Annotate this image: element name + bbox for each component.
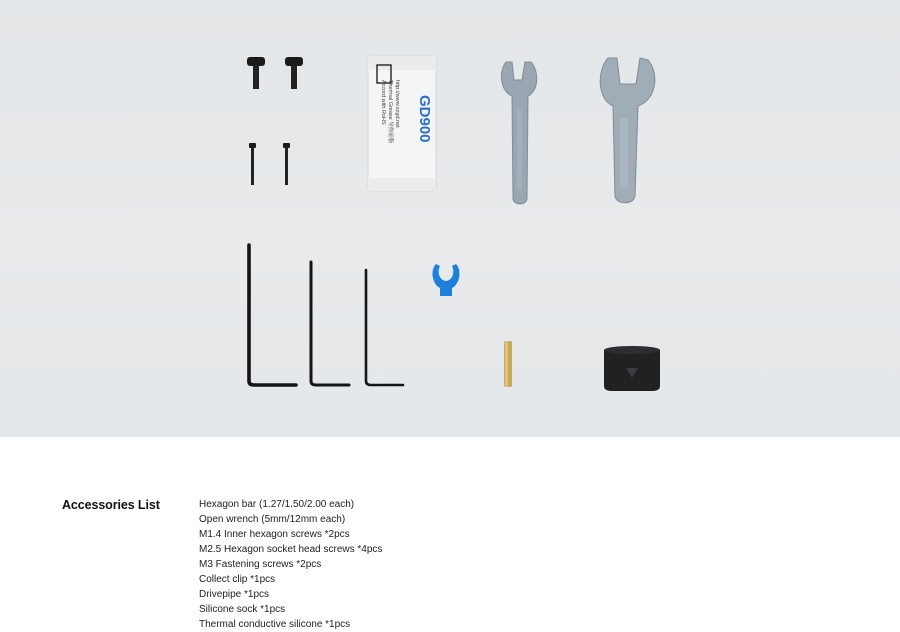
collect-clip-icon [433,264,460,296]
list-item: M2.5 Hexagon socket head screws *4pcs [199,544,383,555]
inner-hexagon-screw-icon [283,143,290,185]
hex-socket-screw-icon [285,57,303,89]
hexagon-bar-icon [311,262,349,385]
list-item: M3 Fastening screws *2pcs [199,559,322,570]
list-item: M1.4 Inner hexagon screws *2pcs [199,529,350,540]
list-item: Hexagon bar (1.27/1.50/2.00 each) [199,499,355,510]
drivepipe-icon [504,341,512,387]
list-item: Collect clip *1pcs [199,574,276,585]
accessories-list [199,497,382,632]
open-wrench-small-icon [501,62,536,204]
inner-hexagon-screw-icon [249,143,256,185]
packet-text-line: http://www.szgd.net [394,80,400,128]
hexagon-bar-icon [249,245,296,385]
hex-socket-screw-icon [247,57,265,89]
hexagon-bar-icon [366,270,403,385]
accessories-list-title: Accessories List [62,498,160,512]
open-wrench-large-icon [600,58,655,203]
list-item: Drivepipe *1pcs [199,589,270,600]
thermal-grease-packet-icon [368,56,436,191]
list-item: Silicone sock *1pcs [199,604,286,615]
silicone-sock-icon [604,346,660,391]
packet-text-line: Thermal Grease 导热硅脂 [387,80,393,144]
packet-brand-text: GD900 [416,95,433,143]
list-item: Thermal conductive silicone *1pcs [199,619,351,630]
packet-text-line: Accord with RoHS [380,80,386,125]
list-item: Open wrench (5mm/12mm each) [199,514,346,525]
